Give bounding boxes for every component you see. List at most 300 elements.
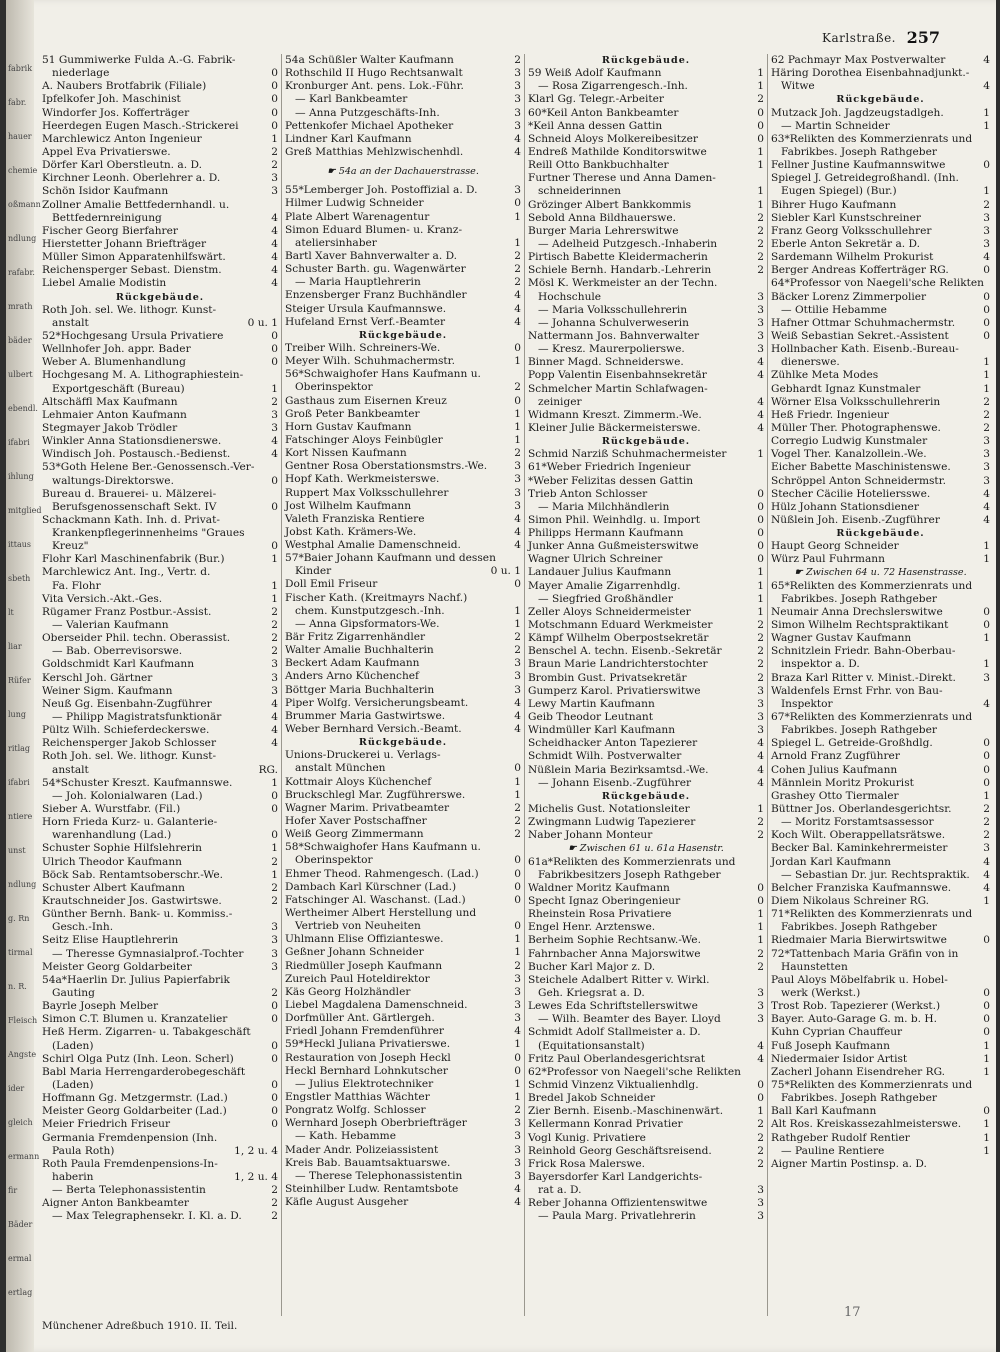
directory-entry xyxy=(528,1000,764,1013)
entry-text: Greß Matthias Mehlzwischenhdl. xyxy=(285,145,464,158)
directory-entry-continuation xyxy=(771,921,990,934)
entry-text: Dörfer Karl Oberstleutn. a. D. xyxy=(42,159,202,172)
floor-number: 4 xyxy=(514,289,521,302)
entry-text: 72*Tattenbach Maria Gräfin von in xyxy=(771,947,959,960)
entry-text: Enzensberger Franz Buchhändler xyxy=(285,289,467,302)
directory-entry xyxy=(42,1053,278,1066)
floor-number: 2 xyxy=(757,645,764,658)
directory-entry xyxy=(285,710,521,723)
entry-text: — Karl Bankbeamter xyxy=(295,93,408,106)
floor-number: 2 xyxy=(271,986,278,999)
entry-text: Bredel Jakob Schneider xyxy=(528,1092,656,1105)
directory-entry xyxy=(42,1158,278,1171)
entry-text: Rückgebäude. xyxy=(601,55,691,66)
floor-number: 1 xyxy=(757,908,764,921)
entry-text: 58*Schwaighofer Hans Kaufmann u. xyxy=(285,841,481,854)
gutter-fragment: ritlag xyxy=(8,744,31,753)
directory-entry xyxy=(771,1132,990,1145)
entry-text: Bäcker Lorenz Zimmerpolier xyxy=(771,290,927,303)
directory-entry xyxy=(285,1025,521,1038)
entry-text: 71*Relikten des Kommerzienrats und xyxy=(771,908,973,921)
corner-mark: 17 xyxy=(844,1305,861,1320)
floor-number: 4 xyxy=(757,395,764,408)
floor-number: 1 xyxy=(514,1077,521,1090)
entry-text: Schmid Narziß Schuhmachermeister xyxy=(528,448,727,461)
directory-entry xyxy=(771,475,990,488)
directory-entry xyxy=(528,212,764,225)
entry-text: 64*Professor von Naegeli'sche Relikten xyxy=(771,277,984,290)
entry-text: Spiegel L. Getreide-Großhdlg. xyxy=(771,737,933,750)
entry-text: 67*Relikten des Kommerzienrats und xyxy=(771,711,973,724)
directory-entry-continuation xyxy=(42,383,278,396)
directory-entry-continuation xyxy=(42,711,278,724)
floor-number: 3 xyxy=(757,1210,764,1223)
directory-entry xyxy=(285,960,521,973)
floor-number: 1 xyxy=(983,1052,990,1065)
floor-number: 4 xyxy=(514,1025,521,1038)
entry-text: Braun Marie Landrichterstochter xyxy=(528,658,708,671)
gutter-fragment: fabrik xyxy=(8,64,33,73)
directory-entry xyxy=(528,225,764,238)
entry-text: Eugen Spiegel) (Bur.) xyxy=(781,185,897,198)
floor-number: 3 xyxy=(983,671,990,684)
directory-entry xyxy=(528,251,764,264)
floor-number: 4 xyxy=(271,251,278,264)
entry-text: — Rosa Zigarrengesch.-Inh. xyxy=(538,80,688,93)
floor-number: 3 xyxy=(514,1012,521,1025)
entry-text: Geib Theodor Leutnant xyxy=(528,711,653,724)
directory-entry xyxy=(42,107,278,120)
entry-text: — Joh. Kolonialwaren (Lad.) xyxy=(52,789,203,802)
entry-text: Bihrer Hugo Kaufmann xyxy=(771,198,897,211)
directory-entry xyxy=(771,291,990,304)
entry-text: (Equitationsanstalt) xyxy=(538,1039,645,1052)
entry-text: ☛ 54a an der Dachauerstrasse. xyxy=(327,166,479,178)
directory-entry xyxy=(42,777,278,790)
entry-text: 52*Hochgesang Ursula Privatiere xyxy=(42,329,224,342)
entry-text: Roth Joh. sel. We. lithogr. Kunst- xyxy=(42,303,217,316)
directory-entry-continuation xyxy=(285,565,521,578)
directory-entry xyxy=(42,724,278,737)
directory-entry xyxy=(285,1012,521,1025)
entry-text: Pongratz Wolfg. Schlosser xyxy=(285,1104,426,1117)
directory-entry xyxy=(528,1092,764,1105)
directory-entry-continuation xyxy=(528,291,764,304)
directory-entry xyxy=(528,606,764,619)
directory-entry xyxy=(528,737,764,750)
entry-text: — Max Telegraphensekr. I. Kl. a. D. xyxy=(52,1210,242,1223)
gutter-fragment: n. R. xyxy=(8,982,27,991)
entry-text: Popp Valentin Eisenbahnsekretär xyxy=(528,369,707,382)
directory-entry xyxy=(285,526,521,539)
running-head: Karlstraße. xyxy=(822,31,896,45)
entry-text: — Therese Telephonassistentin xyxy=(295,1169,463,1182)
entry-text: Kreis Bab. Bauamtsaktuarswe. xyxy=(285,1156,451,1169)
entry-text: Riedmüller Joseph Kaufmann xyxy=(285,959,443,972)
entry-text: Scheidhacker Anton Tapezierer xyxy=(528,737,698,750)
entry-text: Junker Anna Gußmeisterswitwe xyxy=(528,540,699,553)
entry-text: Rügamer Franz Postbur.-Assist. xyxy=(42,605,212,618)
floor-number: 1 xyxy=(983,1131,990,1144)
floor-number: 2 xyxy=(757,671,764,684)
floor-number: 3 xyxy=(514,93,521,106)
directory-entry xyxy=(285,697,521,710)
directory-entry xyxy=(771,790,990,803)
floor-number: 3 xyxy=(271,960,278,973)
entry-text: — Anna Putzgeschäfts-Inh. xyxy=(295,106,440,119)
floor-number: 3 xyxy=(757,329,764,342)
directory-entry xyxy=(42,685,278,698)
floor-number: 1 xyxy=(757,448,764,461)
directory-entry xyxy=(285,1157,521,1170)
directory-entry xyxy=(771,737,990,750)
entry-text: 61a*Relikten des Kommerzienrats und xyxy=(528,855,736,868)
entry-text: Nüßlein Joh. Eisenb.-Zugführer xyxy=(771,513,940,526)
entry-text: Inspektor xyxy=(781,697,833,710)
entry-text: 54a*Haerlin Dr. Julius Papierfabrik xyxy=(42,973,230,986)
entry-text: Fabrikbes. Joseph Rathgeber xyxy=(781,921,937,934)
floor-number: 3 xyxy=(757,1013,764,1026)
floor-number: 1 xyxy=(757,67,764,80)
directory-entry xyxy=(771,251,990,264)
directory-entry xyxy=(42,225,278,238)
entry-text: anstalt xyxy=(52,316,89,329)
directory-entry xyxy=(771,1079,990,1092)
entry-text: Sebold Anna Bildhauerswe. xyxy=(528,211,676,224)
directory-entry xyxy=(285,894,521,907)
floor-number: 3 xyxy=(514,67,521,80)
floor-number: 0 xyxy=(757,527,764,540)
floor-number: 4 xyxy=(757,356,764,369)
floor-number: 4 xyxy=(757,750,764,763)
page-header xyxy=(6,28,996,48)
floor-number: 3 xyxy=(271,421,278,434)
directory-entry xyxy=(42,120,278,133)
directory-entry xyxy=(771,514,990,527)
section-heading xyxy=(771,527,990,540)
floor-number: 0 xyxy=(757,119,764,132)
floor-number: 0 xyxy=(271,540,278,553)
directory-entry xyxy=(771,750,990,763)
directory-entry xyxy=(771,264,990,277)
floor-number: 1 xyxy=(271,868,278,881)
entry-text: Rothschild II Hugo Rechtsanwalt xyxy=(285,67,463,80)
floor-number: 3 xyxy=(757,724,764,737)
directory-entry xyxy=(285,539,521,552)
directory-entry xyxy=(528,750,764,763)
directory-entry xyxy=(285,868,521,881)
directory-entry xyxy=(771,1053,990,1066)
directory-entry xyxy=(42,803,278,816)
directory-entry xyxy=(528,895,764,908)
floor-number: 1 xyxy=(271,579,278,592)
entry-text: A. Naubers Brotfabrik (Filiale) xyxy=(42,80,207,93)
entry-text: Gesch.-Inh. xyxy=(52,921,114,934)
directory-entry xyxy=(771,199,990,212)
directory-entry xyxy=(528,146,764,159)
entry-text: Fatschinger Al. Waschanst. (Lad.) xyxy=(285,893,466,906)
floor-number: 0 xyxy=(514,578,521,591)
entry-text: Meier Friedrich Friseur xyxy=(42,1118,171,1131)
floor-number: 3 xyxy=(514,998,521,1011)
floor-number: 4 xyxy=(983,487,990,500)
floor-number: 4 xyxy=(757,408,764,421)
floor-number: 0 xyxy=(757,106,764,119)
entry-text: Burger Maria Lehrerswitwe xyxy=(528,224,679,237)
directory-entry xyxy=(528,1171,764,1184)
entry-text: Neuß Gg. Eisenbahn-Zugführer xyxy=(42,697,212,710)
directory-entry-continuation xyxy=(528,593,764,606)
column-1 xyxy=(42,54,278,1224)
entry-text: Kinder xyxy=(295,565,332,578)
floor-number: 1 xyxy=(983,185,990,198)
floor-number: 3 xyxy=(271,172,278,185)
directory-entry-continuation xyxy=(285,1170,521,1183)
floor-number: 0 xyxy=(983,303,990,316)
entry-text: Engstler Matthias Wächter xyxy=(285,1090,430,1103)
entry-text: Schröppel Anton Schneidermstr. xyxy=(771,474,946,487)
directory-entry xyxy=(42,856,278,869)
directory-entry xyxy=(42,974,278,987)
entry-text: Gumperz Karol. Privatierswitwe xyxy=(528,684,701,697)
gutter-fragment: hauer xyxy=(8,132,32,141)
floor-number: 0 xyxy=(983,763,990,776)
entry-text: Nattermann Jos. Bahnverwalter xyxy=(528,329,700,342)
entry-text: — Adelheid Putzgesch.-Inhaberin xyxy=(538,237,718,250)
floor-number: 3 xyxy=(271,658,278,671)
entry-text: Brummer Maria Gastwirtswe. xyxy=(285,709,446,722)
entry-text: Simon Phil. Weinhdlg. u. Import xyxy=(528,513,701,526)
entry-text: Vogel Ther. Kanalzollein.-We. xyxy=(771,448,927,461)
directory-entry xyxy=(771,829,990,842)
entry-text: — Paula Marg. Privatlehrerin xyxy=(538,1210,696,1223)
directory-entry xyxy=(42,146,278,159)
floor-number: 3 xyxy=(983,448,990,461)
entry-text: 62*Professor von Naegeli'sche Relikten xyxy=(528,1065,741,1078)
floor-number: 1 xyxy=(514,1038,521,1051)
directory-entry xyxy=(285,1052,521,1065)
directory-entry xyxy=(771,435,990,448)
floor-number: 0 xyxy=(271,1039,278,1052)
entry-text: Sieber A. Wurstfabr. (Fil.) xyxy=(42,803,181,816)
directory-entry-continuation xyxy=(771,80,990,93)
directory-entry xyxy=(285,211,521,224)
entry-text: Weiner Sigm. Kaufmann xyxy=(42,684,173,697)
directory-entry-continuation xyxy=(285,618,521,631)
floor-number: 4 xyxy=(983,251,990,264)
entry-text: — Johann Eisenb.-Zugführer xyxy=(538,776,692,789)
entry-text: — Theresse Gymnasialprof.-Tochter xyxy=(52,947,244,960)
entry-text: Trieb Anton Schlosser xyxy=(528,487,648,500)
floor-number: 1 xyxy=(514,420,521,433)
floor-number: 3 xyxy=(983,842,990,855)
gutter-fragment: lt xyxy=(8,608,14,617)
directory-entry xyxy=(771,107,990,120)
entry-text: Oberinspektor xyxy=(295,854,373,867)
entry-text: — Wilh. Beamter des Bayer. Lloyd xyxy=(538,1013,721,1026)
floor-number: 4 xyxy=(271,277,278,290)
floor-number: 4 xyxy=(271,711,278,724)
entry-text: Schiele Bernh. Handarb.-Lehrerin xyxy=(528,264,712,277)
directory-entry xyxy=(771,133,990,146)
directory-entry-continuation xyxy=(42,1079,278,1092)
floor-number: 1 xyxy=(983,119,990,132)
directory-entry xyxy=(42,80,278,93)
directory-entry-continuation xyxy=(528,304,764,317)
entry-text: Alt Ros. Kreiskassezahlmeisterswe. xyxy=(771,1118,962,1131)
entry-text: Ehmer Theod. Rahmengesch. (Lad.) xyxy=(285,867,479,880)
floor-number: 1 xyxy=(757,605,764,618)
floor-number: 2 xyxy=(757,1157,764,1170)
floor-number: 4 xyxy=(983,80,990,93)
floor-number: 4 xyxy=(983,697,990,710)
floor-number: 2 xyxy=(271,855,278,868)
entry-text: Steichele Adalbert Ritter v. Wirkl. xyxy=(528,973,710,986)
directory-entry xyxy=(528,711,764,724)
entry-text: Berger Andreas Kofferträger RG. xyxy=(771,264,949,277)
entry-text: — Maria Volksschullehrerin xyxy=(538,303,688,316)
directory-entry xyxy=(285,999,521,1012)
entry-text: 60*Keil Anton Bankbeamter xyxy=(528,106,679,119)
floor-number: 4 xyxy=(514,539,521,552)
directory-entry xyxy=(771,934,990,947)
floor-number: 4 xyxy=(983,54,990,66)
directory-entry-continuation xyxy=(771,185,990,198)
directory-entry xyxy=(285,421,521,434)
entry-text: anstalt xyxy=(52,763,89,776)
floor-number: 0 xyxy=(983,776,990,789)
entry-text: Walter Amalie Buchhalterin xyxy=(285,644,434,657)
floor-number: 4 xyxy=(271,435,278,448)
floor-number: 1 xyxy=(757,934,764,947)
floor-number: 2 xyxy=(514,631,521,644)
directory-entry-continuation xyxy=(42,790,278,803)
entry-text: Käs Georg Holzhändler xyxy=(285,985,411,998)
entry-text: Mayer Amalie Zigarrenhdlg. xyxy=(528,579,681,592)
directory-entry-continuation xyxy=(42,987,278,1000)
floor-number: 1 xyxy=(514,355,521,368)
floor-number: 1 xyxy=(983,789,990,802)
entry-text: Appel Eva Privatierswe. xyxy=(42,145,171,158)
entry-text: Fabrikbes. Joseph Rathgeber xyxy=(781,592,937,605)
entry-text: Fabrikbes. Joseph Rathgeber xyxy=(781,1092,937,1105)
entry-text: 53*Goth Helene Ber.-Genossensch.-Ver- xyxy=(42,461,255,474)
directory-entry xyxy=(285,146,521,159)
directory-entry xyxy=(528,645,764,658)
floor-number: 0 xyxy=(983,159,990,172)
directory-entry-continuation xyxy=(42,527,278,540)
floor-number: 2 xyxy=(757,264,764,277)
entry-text: Cohen Julius Kaufmann xyxy=(771,763,898,776)
entry-text: Böttger Maria Buchhalterin xyxy=(285,683,435,696)
floor-number: 2 xyxy=(271,1184,278,1197)
floor-number: 2 xyxy=(757,1131,764,1144)
directory-entry xyxy=(285,316,521,329)
entry-text: Aigner Martin Postinsp. a. D. xyxy=(771,1157,927,1170)
entry-text: — Anna Gipsformators-We. xyxy=(295,617,440,630)
entry-text: Heß Friedr. Ingenieur xyxy=(771,408,889,421)
entry-text: Hoffmann Gg. Metzgermstr. (Lad.) xyxy=(42,1092,228,1105)
floor-number: 3 xyxy=(271,185,278,198)
floor-number: 4 xyxy=(757,737,764,750)
directory-entry xyxy=(771,317,990,330)
entry-text: Pettenkofer Michael Apotheker xyxy=(285,119,454,132)
section-heading xyxy=(528,790,764,803)
directory-entry xyxy=(528,698,764,711)
floor-number: 0 xyxy=(983,316,990,329)
entry-text: Paula Roth) xyxy=(52,1144,115,1157)
directory-entry xyxy=(528,803,764,816)
entry-text: Steinhilber Ludw. Rentamtsbote xyxy=(285,1182,459,1195)
directory-entry xyxy=(528,369,764,382)
floor-number: 2 xyxy=(983,395,990,408)
directory-entry xyxy=(42,1092,278,1105)
entry-text: Horn Gustav Kaufmann xyxy=(285,420,412,433)
floor-number: 1 xyxy=(514,604,521,617)
entry-text: Fatschinger Aloys Feinbügler xyxy=(285,433,443,446)
directory-entry-continuation xyxy=(771,658,990,671)
entry-text: Rheinstein Rosa Privatiere xyxy=(528,908,672,921)
floor-number: 2 xyxy=(983,829,990,842)
entry-text: Hochschule xyxy=(538,290,602,303)
gutter-fragment: ifabri xyxy=(8,778,30,787)
directory-entry-continuation xyxy=(42,1040,278,1053)
floor-number: 3 xyxy=(514,1130,521,1143)
entry-text: — Julius Elektrotechniker xyxy=(295,1077,434,1090)
entry-text: rat a. D. xyxy=(538,1184,582,1197)
directory-entry xyxy=(285,500,521,513)
entry-text: Schuster Sophie Hilfslehrerin xyxy=(42,842,202,855)
directory-entry-continuation xyxy=(771,961,990,974)
floor-number: 2 xyxy=(757,1118,764,1131)
floor-number: 1 xyxy=(271,842,278,855)
floor-number: 2 xyxy=(757,632,764,645)
directory-entry-continuation xyxy=(528,343,764,356)
floor-number: 4 xyxy=(271,737,278,750)
floor-number: 2 xyxy=(514,263,521,276)
gutter-fragment: ntiere xyxy=(8,812,33,821)
floor-number: 2 xyxy=(271,619,278,632)
directory-entry xyxy=(528,475,764,488)
entry-text: Braza Karl Ritter v. Minist.-Direkt. xyxy=(771,671,956,684)
directory-entry xyxy=(285,670,521,683)
entry-text: Bayer. Auto-Garage G. m. b. H. xyxy=(771,1013,937,1026)
directory-entry-continuation xyxy=(771,304,990,317)
entry-text: Häring Dorothea Eisenbahnadjunkt.- xyxy=(771,67,970,80)
floor-number: 0 xyxy=(514,867,521,880)
directory-entry xyxy=(528,553,764,566)
directory-entry xyxy=(285,1065,521,1078)
directory-entry xyxy=(42,133,278,146)
floor-number: 0 xyxy=(757,553,764,566)
entry-text: — Maria Milchhändlerin xyxy=(538,500,670,513)
floor-number: 1 xyxy=(757,145,764,158)
floor-number: 0 xyxy=(983,934,990,947)
entry-text: Stegmayer Jakob Trödler xyxy=(42,421,178,434)
floor-number: 1 xyxy=(271,132,278,145)
floor-number: 1 xyxy=(983,553,990,566)
directory-entry xyxy=(771,54,990,67)
directory-entry-continuation xyxy=(528,396,764,409)
directory-entry xyxy=(42,343,278,356)
entry-text: chem. Kunstputzgesch.-Inh. xyxy=(295,604,445,617)
directory-entry xyxy=(285,289,521,302)
floor-number: 0 xyxy=(271,789,278,802)
floor-number: 3 xyxy=(271,408,278,421)
directory-entry xyxy=(528,724,764,737)
floor-number: 3 xyxy=(983,461,990,474)
floor-number: 0 xyxy=(983,1000,990,1013)
